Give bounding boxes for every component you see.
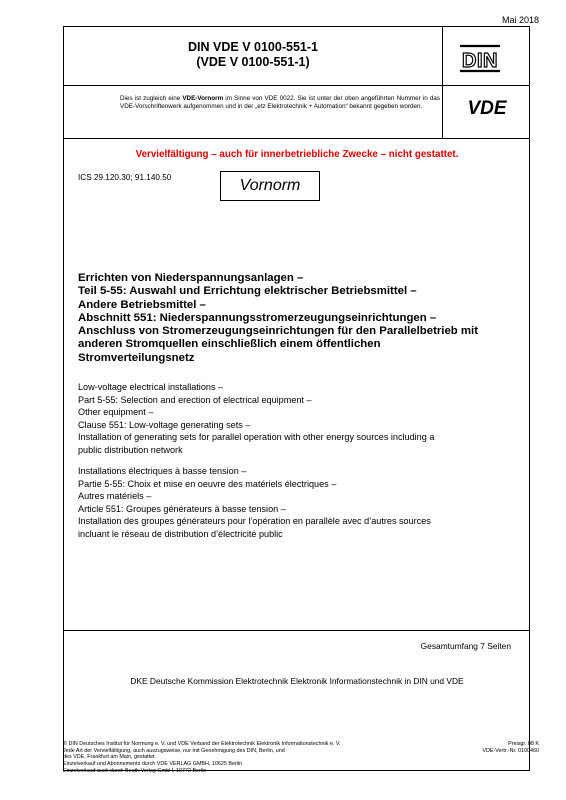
- footer-line: Einzelverkauf auch durch Beuth Verlag GmbH, 10772 Berlin: [63, 767, 207, 774]
- title-de-line: Stromverteilungsnetz: [78, 351, 195, 364]
- vde-logo: [458, 97, 516, 117]
- footer-line: © DIN Deutsches Institut für Normung e. V. und VDE Verband der Elektrotechnik Elektronik Informationstechnik e. V.: [63, 741, 341, 747]
- divider-bottom: [63, 630, 530, 631]
- vde-notice-prefix: Dies ist zugleich eine: [120, 95, 183, 102]
- committee-line: DKE Deutsche Kommission Elektrotechnik Elektronik Informationstechnik in DIN und VDE: [130, 676, 464, 686]
- document-number-alt: (VDE V 0100-551-1): [196, 55, 310, 69]
- price-group: Preisgr. 08 K: [508, 741, 539, 747]
- title-fr-line: incluant le réseau de distribution d’électricité public: [78, 528, 283, 539]
- publication-date: Mai 2018: [501, 15, 539, 25]
- vde-notice-rest: im Sinne von VDE 0022. Sie ist unter der oben angeführten Nummer in das VDE-Vorschriftenwerk aufgenommen und in der „etz Elektrotechnik + Automation“ bekannt gegeben worden.: [120, 95, 441, 111]
- title-de-line: Anschluss von Stromerzeugungseinrichtungen für den Parallelbetrieb mit: [78, 325, 479, 338]
- title-en-line: Low-voltage electrical installations –: [78, 382, 224, 392]
- copyright-footer: [63, 741, 340, 775]
- din-logo: [457, 40, 503, 76]
- title-en-line: Other equipment –: [78, 407, 154, 417]
- vde-notice-bold: VDE-Vornorm: [182, 95, 224, 102]
- divider-logo-column: [442, 26, 443, 138]
- reproduction-notice: Vervielfältigung – auch für innerbetriebliche Zwecke – nicht gestattet.: [135, 149, 459, 160]
- title-en-line: Part 5-55: Selection and erection of electrical equipment –: [78, 394, 312, 405]
- title-en-line: Clause 551: Low-voltage generating sets –: [78, 419, 251, 430]
- price-footer: [482, 741, 539, 754]
- title-german: [78, 272, 518, 365]
- document-number: DIN VDE V 0100-551-1: [188, 40, 318, 54]
- footer-line: Einzelverkauf und Abonnements durch VDE VERLAG GMBH, 10625 Berlin: [63, 761, 243, 768]
- divider-header: [63, 85, 530, 86]
- title-fr-line: Autres matériels –: [78, 491, 152, 501]
- title-fr-line: Article 551: Groupes générateurs à basse tension –: [78, 503, 286, 514]
- document-number-block: [64, 40, 442, 70]
- title-fr-line: Installation des groupes générateurs pour l’opération en parallèle avec d’autres sources: [78, 516, 431, 526]
- footer-line: Jede Art der Vervielfältigung, auch auszugsweise, nur mit Genehmigung des DIN, Berlin, und: [63, 747, 285, 754]
- title-de-line: Errichten von Niederspannungsanlagen –: [78, 272, 304, 284]
- title-de-line: Teil 5-55: Auswahl und Errichtung elektrischer Betriebsmittel –: [78, 285, 417, 298]
- status-label: Vornorm: [239, 177, 301, 194]
- vde-logo-text: VDE: [467, 98, 507, 117]
- vde-notice: [120, 95, 440, 112]
- title-english: [78, 381, 518, 456]
- vde-sales-number: VDE-Vertr.-Nr. 0100460: [482, 747, 539, 754]
- din-logo-text: DIN: [462, 50, 498, 72]
- title-de-line: anderen Stromquellen einschließlich einem öffentlichen: [78, 338, 381, 351]
- total-pages: Gesamtumfang 7 Seiten: [420, 641, 511, 651]
- title-french: [78, 465, 518, 540]
- title-de-line: Abschnitt 551: Niederspannungsstromerzeugungseinrichtungen –: [78, 311, 437, 324]
- divider-notice: [63, 138, 530, 139]
- status-badge: [220, 171, 320, 201]
- footer-line: des VDE, Frankfurt am Main, gestattet.: [63, 754, 157, 761]
- ics-codes: ICS 29.120.30; 91.140.50: [78, 173, 172, 182]
- title-en-line: Installation of generating sets for parallel operation with other energy sources including a: [78, 432, 435, 442]
- title-fr-line: Installations électriques à basse tension –: [78, 466, 247, 476]
- title-en-line: public distribution network: [78, 444, 183, 455]
- title-fr-line: Partie 5-55: Choix et mise en oeuvre des matériels électriques –: [78, 478, 337, 489]
- title-de-line: Andere Betriebsmittel –: [78, 298, 206, 311]
